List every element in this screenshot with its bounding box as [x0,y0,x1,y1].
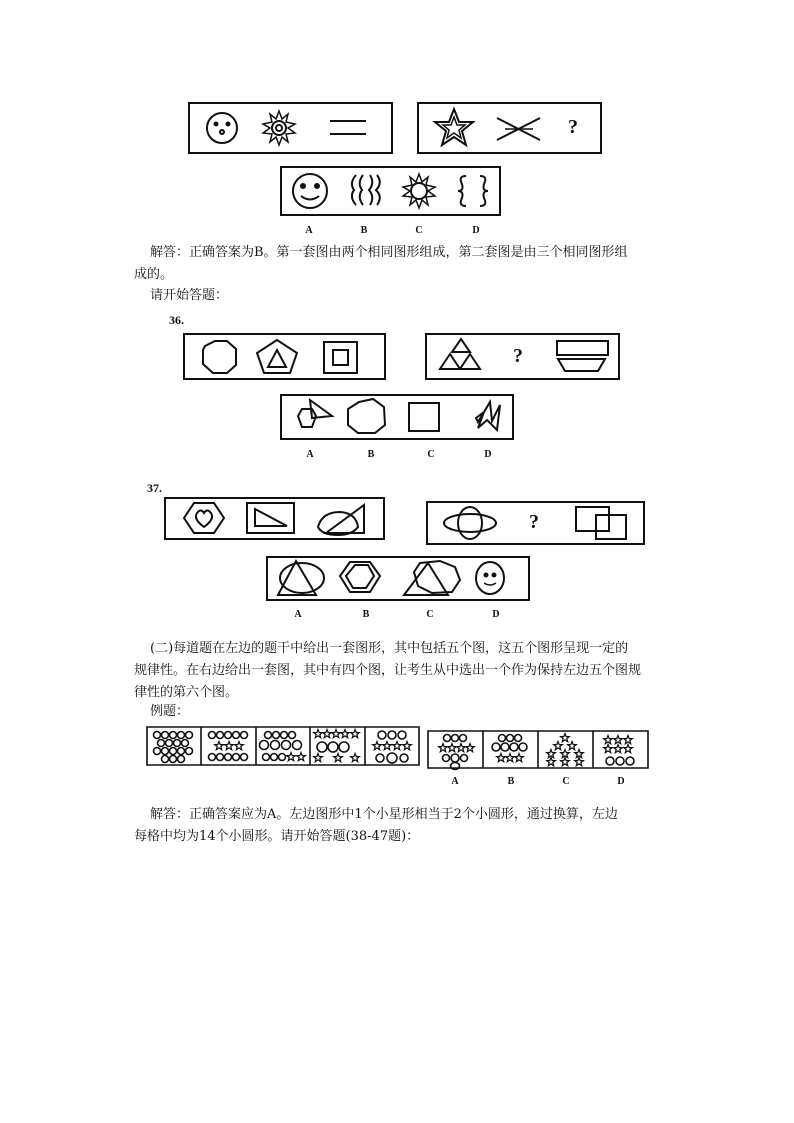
q37-option-label-c: C [426,609,434,620]
section2-answer [134,804,675,848]
example1-answer-line1: 解答：正确答案为B。第一套图由两个相同图形组成，第二套图是由三个相同图形组 [150,245,628,260]
section2-option-label-b: B [507,776,515,787]
section2-intro-line1: (二)每道题在左边的题干中给出一套图形，其中包括五个图，这五个图形呈现一定的 [150,641,629,656]
cell2-circles-stars-icon [209,732,248,761]
cell1-circles-icon [154,732,193,763]
example1-option-label-a: A [305,225,313,236]
section2-intro-line3: 律性的第六个图。 [134,685,239,700]
example1-option-label-c: C [415,225,423,236]
section2-answer-line2: 每格中均为14个小圆形。请开始答题(38-47题)： [134,829,420,844]
prompt-start: 请开始答题： [150,288,229,303]
example1-option-label-d: D [472,225,480,236]
cell5-circles-stars-icon [373,731,412,763]
section2-option-label-a: A [451,776,459,787]
q36-option-label-d: D [484,449,492,460]
q37-option-label-b: B [362,609,370,620]
example1-answer-line2: 成的。 [134,267,174,282]
cell4-circles-stars-icon [314,730,360,762]
example1-question-mark: ? [568,116,578,138]
example1-option-label-b: B [360,225,368,236]
section2-answer-line1: 解答：正确答案应为A。左边图形中1个小星形相当于2个小圆形，通过换算，左边 [150,807,618,822]
option-c-stars-icon [547,734,584,766]
q36-option-label-a: A [306,449,314,460]
q37-question-mark: ? [529,511,539,533]
section2-example-label: 例题： [150,704,190,719]
option-d-stars-circles-icon [604,736,634,766]
cell3-circles-stars-icon [260,732,306,761]
section2-option-label-c: C [562,776,570,787]
section2-intro-line2: 规律性。在右边给出一套图，其中有四个图，让考生从中选出一个作为保持左边五个图规 [134,663,642,678]
q36-option-label-b: B [367,449,375,460]
option-b-circles-stars-icon [492,735,527,762]
option-a-circles-stars-icon [439,735,475,770]
q37-number: 37. [147,481,162,495]
q36-option-label-c: C [427,449,435,460]
q36-question-mark: ? [513,345,523,367]
q36-number: 36. [169,313,184,327]
q37-option-label-a: A [294,609,302,620]
section2-option-label-d: D [617,776,625,787]
q37-option-label-d: D [492,609,500,620]
